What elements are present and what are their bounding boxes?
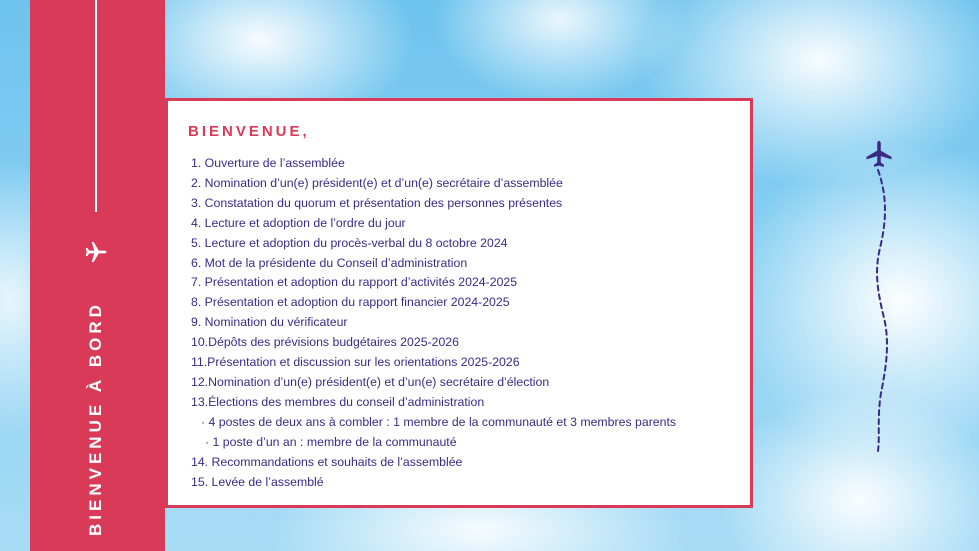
agenda-item: 14. Recommandations et souhaits de l’assemblée <box>191 454 463 469</box>
agenda-item: 1. Ouverture de l’assemblée <box>191 156 345 170</box>
agenda-list <box>191 154 676 492</box>
agenda-subitem: · 4 postes de deux ans à combler : 1 membre de la communauté et 3 membres parents <box>201 414 677 429</box>
agenda-card <box>165 98 753 508</box>
agenda-item: 10.Dépôts des prévisions budgétaires 2025-2026 <box>191 335 459 350</box>
agenda-item: 6. Mot de la présidente du Conseil d’administration <box>191 255 468 270</box>
side-divider-line <box>95 0 97 212</box>
agenda-item: 8. Présentation et adoption du rapport financier 2024-2025 <box>191 295 510 310</box>
agenda-item: 11.Présentation et discussion sur les orientations 2025-2026 <box>191 355 520 370</box>
agenda-item: 12.Nomination d’un(e) président(e) et d’un(e) secrétaire d’élection <box>191 374 550 389</box>
airplane-icon <box>84 240 108 264</box>
agenda-item: 2. Nomination d’un(e) président(e) et d’un(e) secrétaire d’assemblée <box>191 175 563 190</box>
agenda-item: 13.Élections des membres du conseil d’administration <box>191 394 485 409</box>
agenda-item: 5. Lecture et adoption du procès-verbal du 8 octobre 2024 <box>191 235 508 250</box>
agenda-item: 15. Levée de l’assemblé <box>191 474 324 489</box>
agenda-item: 3. Constatation du quorum et présentation des personnes présentes <box>191 195 563 210</box>
agenda-item: 7. Présentation et adoption du rapport d’activités 2024-2025 <box>191 275 518 290</box>
side-title: BIENVENUE À BORD <box>86 301 105 536</box>
agenda-item: 4. Lecture et adoption de l’ordre du jour <box>191 215 406 230</box>
airplane-icon <box>864 139 894 169</box>
card-title: BIENVENUE, <box>188 123 310 140</box>
agenda-item: 9. Nomination du vérificateur <box>191 315 348 330</box>
flight-path-dashed-line <box>866 168 896 453</box>
agenda-subitem: · 1 poste d’un an : membre de la communauté <box>205 434 457 449</box>
